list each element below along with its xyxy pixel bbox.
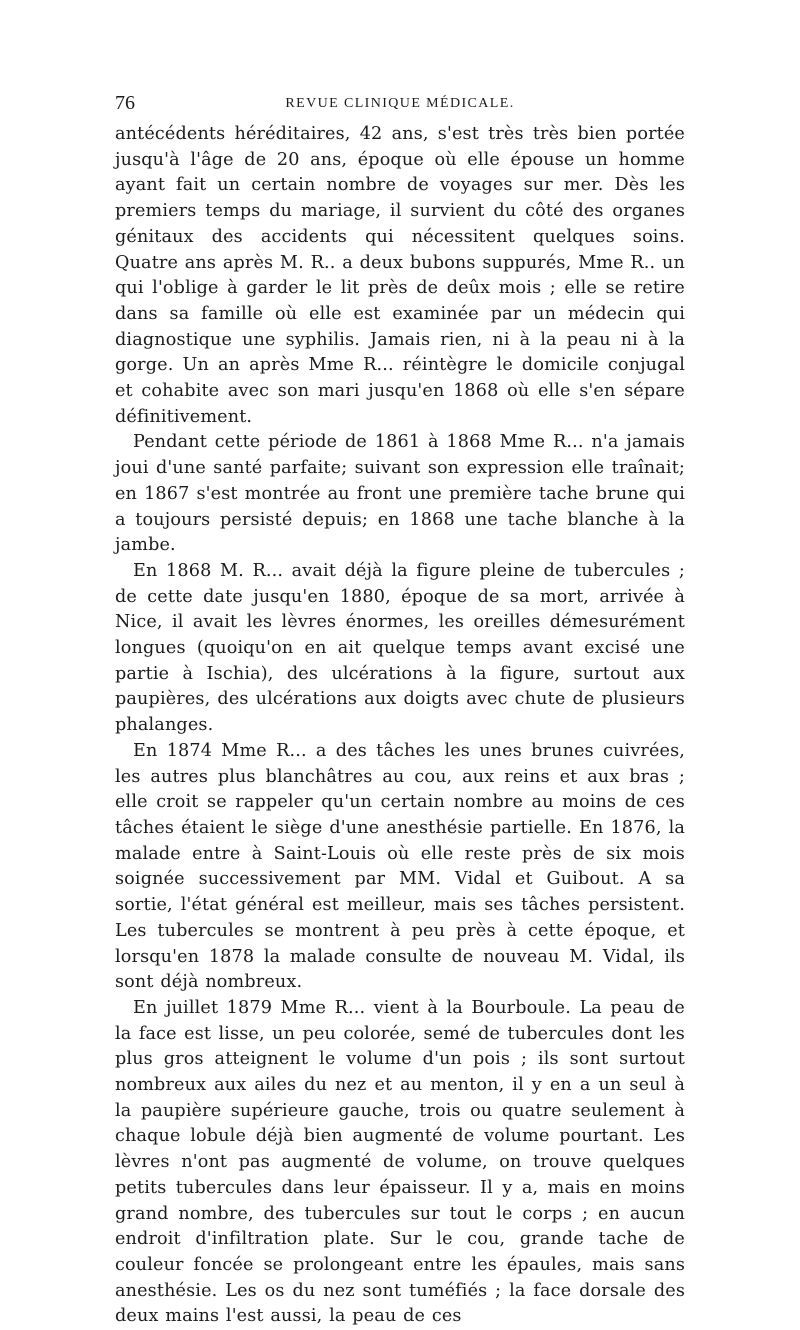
paragraph: Pendant cette période de 1861 à 1868 Mme R... n'a jamais joui d'une santé parfaite; suivant son expression elle traînait; en 1867 s'est montrée au front une première tache brune qui a toujours persisté depuis; en 1868 une tache blanche à la jambe. — [115, 432, 685, 556]
running-head — [115, 92, 685, 122]
paragraph: antécédents héréditaires, 42 ans, s'est très très bien portée jusqu'à l'âge de 20 ans, époque où elle épouse un homme ayant fait un certain nombre de voyages sur mer. Dès les premiers temps du mariage, il survient du côté des organes génitaux des accidents qui nécessitent quelques soins. Quatre ans après M. R.. a deux bubons suppurés, Mme R.. un qui l'oblige à garder le lit près de deûx mois ; elle se retire dans sa famille où elle est examinée par un médecin qui diagnostique une syphilis. Jamais rien, ni à la peau ni à la gorge. Un an après Mme R... réintègre le domicile conjugal et cohabite avec son mari jusqu'en 1868 où elle s'en sépare définitivement. — [115, 124, 685, 427]
journal-title: REVUE CLINIQUE MÉDICALE. — [285, 96, 515, 111]
page-number: 76 — [115, 92, 135, 114]
book-page — [115, 92, 685, 1330]
paragraph: En 1868 M. R... avait déjà la figure pleine de tubercules ; de cette date jusqu'en 1880, époque de sa mort, arrivée à Nice, il avait les lèvres énormes, les oreilles démesurément longues (quoiqu'on en ait quelque temps avant excisé une partie à Ischia), des ulcérations à la figure, surtout aux paupières, des ulcérations aux doigts avec chute de plusieurs phalanges. — [115, 560, 685, 736]
paragraph: En 1874 Mme R... a des tâches les unes brunes cuivrées, les autres plus blanchâtres au cou, aux reins et aux bras ; elle croit se rappeler qu'un certain nombre au moins de ces tâches étaient le siège d'une anesthésie partielle. En 1876, la malade entre à Saint-Louis où elle reste près de six mois soignée successivement par MM. Vidal et Guibout. A sa sortie, l'état général est meilleur, mais ses tâches persistent. Les tubercules se montrent à peu près à cette époque, et lorsqu'en 1878 la malade consulte de nouveau M. Vidal, ils sont déjà nombreux. — [115, 740, 685, 993]
body-text — [115, 122, 685, 1330]
paragraph: En juillet 1879 Mme R... vient à la Bourboule. La peau de la face est lisse, un peu colorée, semé de tubercules dont les plus gros atteignent le volume d'un pois ; ils sont surtout nombreux aux ailes du nez et au menton, il y en a un seul à la paupière supérieure gauche, trois ou quatre seulement à chaque lobule déjà bien augmenté de volume pourtant. Les lèvres n'ont pas augmenté de volume, on trouve quelques petits tubercules dans leur épaisseur. Il y a, mais en moins grand nombre, des tubercules sur tout le corps ; en aucun endroit d'infiltration plate. Sur le cou, grande tache de couleur foncée se prolongeant entre les épaules, mais sans anesthésie. Les os du nez sont tuméfiés ; la face dorsale des deux mains l'est aussi, la peau de ces — [115, 997, 685, 1327]
